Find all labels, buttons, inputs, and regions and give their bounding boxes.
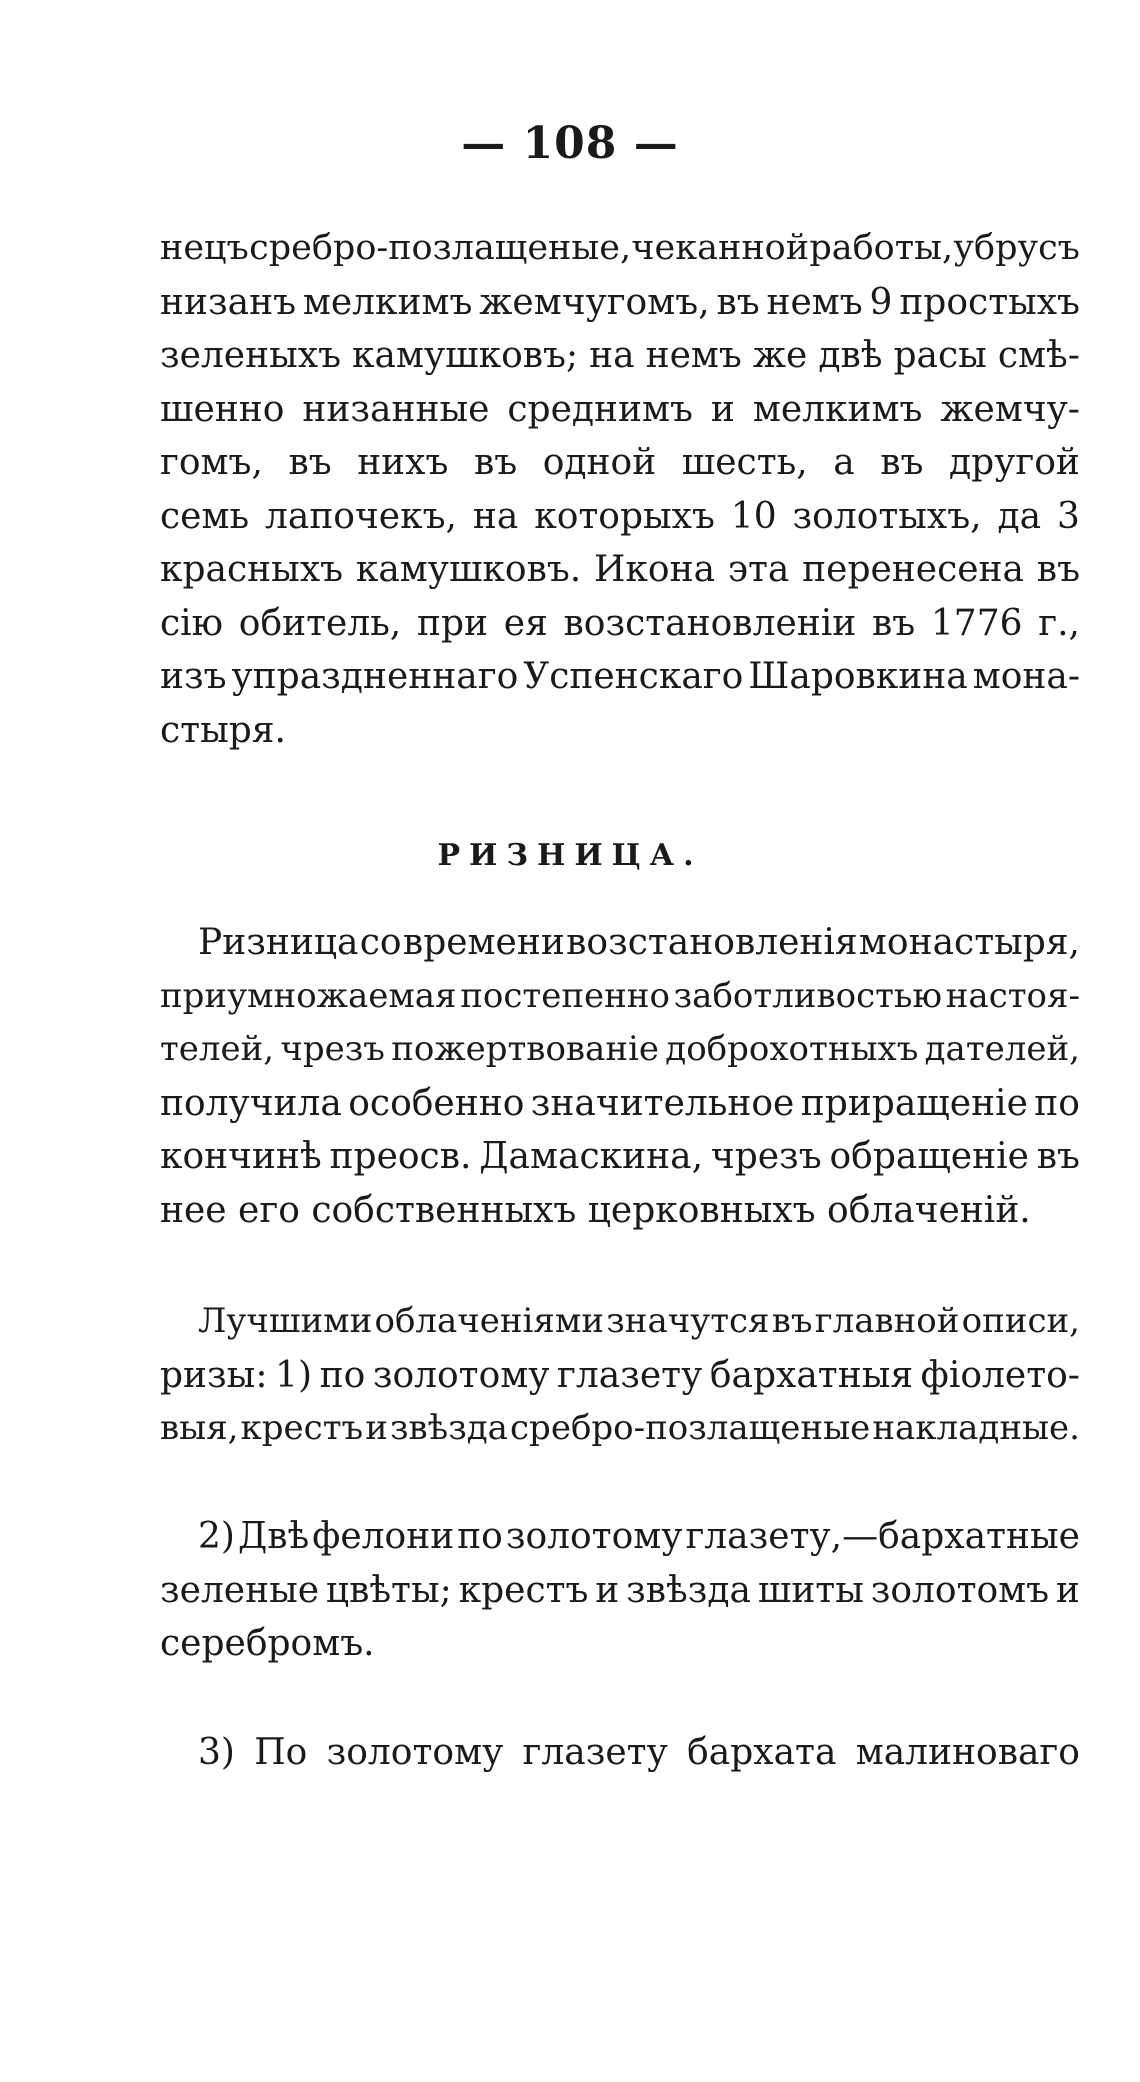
- text-line: зеленые цвѣты; крестъ и звѣзда шиты золотомъ и: [160, 1569, 1080, 1611]
- text-line: красныхъ камушковъ. Икона эта перенесена въ: [160, 549, 1080, 590]
- text-line: нецъ сребро-позлащеные, чеканной работы, убрусъ: [160, 228, 1080, 268]
- text-line: ризы: 1) по золотому глазету бархатныя фіолето-: [160, 1354, 1080, 1396]
- text-line: 2) Двѣ фелони по золотому глазету,—бархатные: [198, 1516, 1080, 1557]
- paragraph-icon-description: [160, 222, 1080, 757]
- text-line: серебромъ.: [160, 1623, 375, 1664]
- text-line: кончинѣ преосв. Дамаскина, чрезъ обращеніе въ: [160, 1136, 1080, 1177]
- text-line: выя, крестъ и звѣзда сребро-позлащеные накладные.: [160, 1408, 1080, 1448]
- text-line: приумножаемая постепенно заботливостью настоя-: [160, 975, 1080, 1016]
- text-line: низанъ мелкимъ жемчугомъ, въ немъ 9 простыхъ: [160, 281, 1080, 323]
- paragraph-sacristy-intro: [160, 916, 1080, 1237]
- text-line: телей, чрезъ пожертвованіе доброхотныхъ дателей,: [160, 1029, 1080, 1069]
- text-line: зеленыхъ камушковъ; на немъ же двѣ расы смѣ-: [160, 335, 1080, 376]
- section-heading: РИЗНИЦА.: [437, 838, 703, 873]
- text-line: семь лапочекъ, на которыхъ 10 золотыхъ, да 3: [160, 495, 1080, 537]
- text-line: нее его собственныхъ церковныхъ облаченій.: [160, 1189, 1031, 1231]
- text-line: Лучшими облаченіями значутся въ главной описи,: [198, 1301, 1080, 1341]
- paragraph-best-vestments: [160, 1295, 1080, 1456]
- paragraph-item-2: [160, 1510, 1080, 1671]
- text-line: Ризница со времени возстановленія монастыря,: [198, 922, 1080, 963]
- text-line: 3) По золотому глазету бархата малиноваго: [198, 1732, 1080, 1773]
- text-line: гомъ, въ нихъ въ одной шесть, а въ другой: [160, 442, 1080, 483]
- page-number: — 108 —: [461, 118, 679, 169]
- text-line: сію обитель, при ея возстановленіи въ 1776 г.,: [160, 602, 1080, 644]
- text-line: получила особенно значительное приращеніе по: [160, 1082, 1080, 1124]
- text-line: изъ упраздненнаго Успенскаго Шаровкина мона-: [160, 656, 1080, 697]
- text-line: стыря.: [160, 709, 286, 751]
- paragraph-item-3: [160, 1726, 1080, 1780]
- text-line: шенно низанные среднимъ и мелкимъ жемчу-: [160, 388, 1080, 430]
